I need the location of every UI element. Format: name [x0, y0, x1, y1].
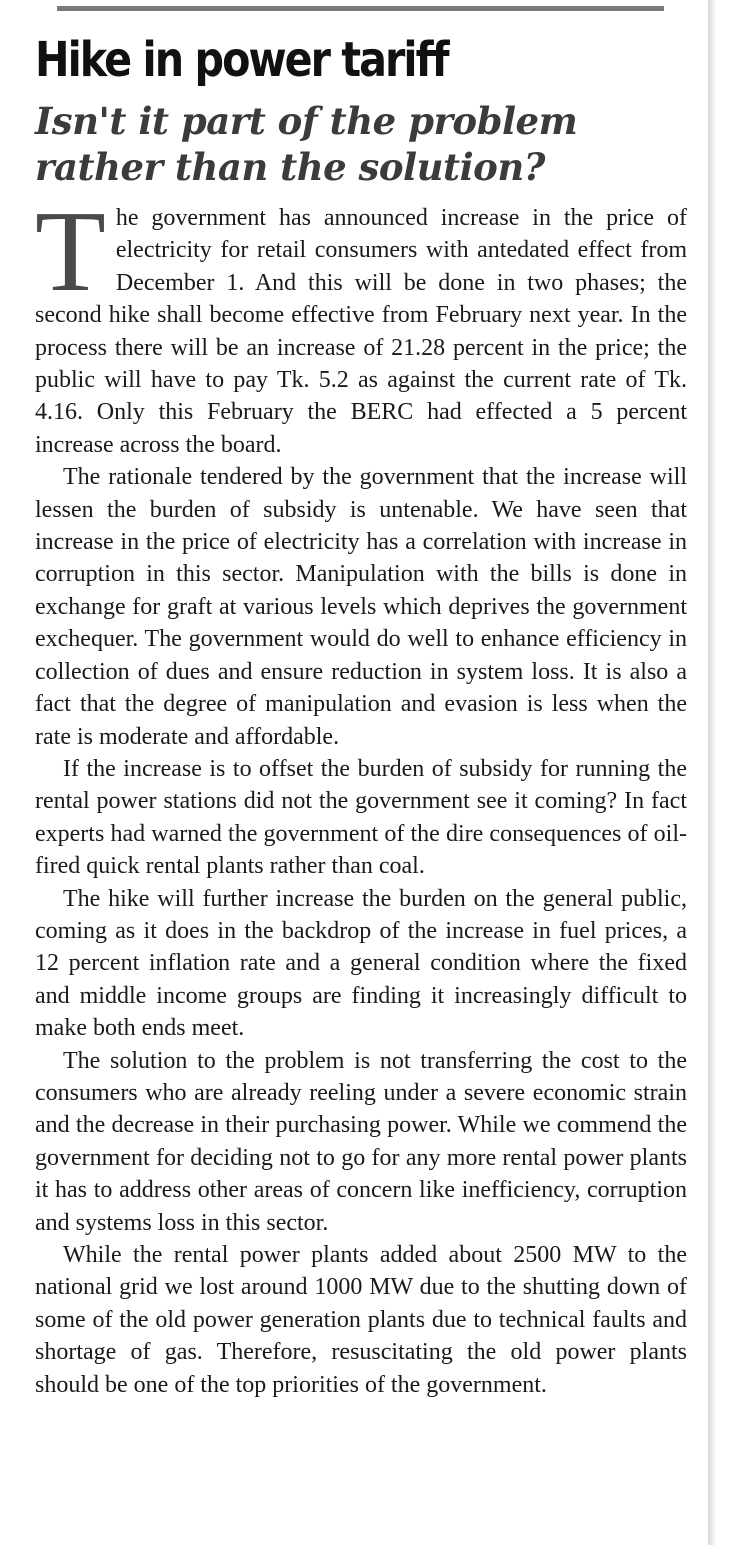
page-edge-shadow: [708, 0, 716, 1545]
subheadline: Isn't it part of the problem rather than the solution?: [35, 99, 578, 189]
paragraph-3: If the increase is to offset the burden of subsidy for running the rental power stations did not the government see it coming? In fact experts had warned the government of the dire consequences of oil-fired quick rental plants rather than coal.: [35, 755, 687, 880]
paragraph-1-text: he government has announced increase in the price of electricity for retail consumers with antedated effect from December 1. And this will be done in two phases; the second hike shall become effective from February next year. In the process there will be an increase of 21.28 percent in the price; the public will have to pay Tk. 5.2 as against the current rate of Tk. 4.16. Only this February the BERC had effected a 5 percent increase across the board.: [35, 205, 687, 458]
top-rule: [57, 6, 664, 11]
paragraph-6: While the rental power plants added about 2500 MW to the national grid we lost around 1000 MW due to the shutting down of some of the old power generation plants due to technical faults and shortage of gas. Therefore, resuscitating the old power plants should be one of the top priorities of the government.: [35, 1242, 687, 1398]
paragraph-5: The solution to the problem is not transferring the cost to the consumers who are already reeling under a severe economic strain and the decrease in their purchasing power. While we commend the government for deciding not to go for any more rental power plants it has to address other areas of concern like inefficiency, corruption and systems loss in this sector.: [35, 1047, 687, 1236]
article-body: [35, 188, 687, 1401]
paragraph-1: [35, 188, 687, 461]
paragraph-4: The hike will further increase the burden on the general public, coming as it does in the backdrop of the increase in fuel prices, a 12 percent inflation rate and a general condition where the fixed and middle income groups are finding it increasingly difficult to make both ends meet.: [35, 885, 687, 1042]
headline: Hike in power tariff: [35, 32, 448, 88]
drop-cap: T: [35, 188, 106, 316]
paragraph-2: The rationale tendered by the government that the increase will lessen the burden of subsidy is untenable. We have seen that increase in the price of electricity has a correlation with increase in corruption in this sector. Manipulation with the bills is done in exchange for graft at various levels which deprives the government exchequer. The government would do well to enhance efficiency in collection of dues and ensure reduction in system loss. It is also a fact that the degree of manipulation and evasion is less when the rate is moderate and affordable.: [35, 464, 687, 750]
editorial-article: [35, 30, 687, 1401]
